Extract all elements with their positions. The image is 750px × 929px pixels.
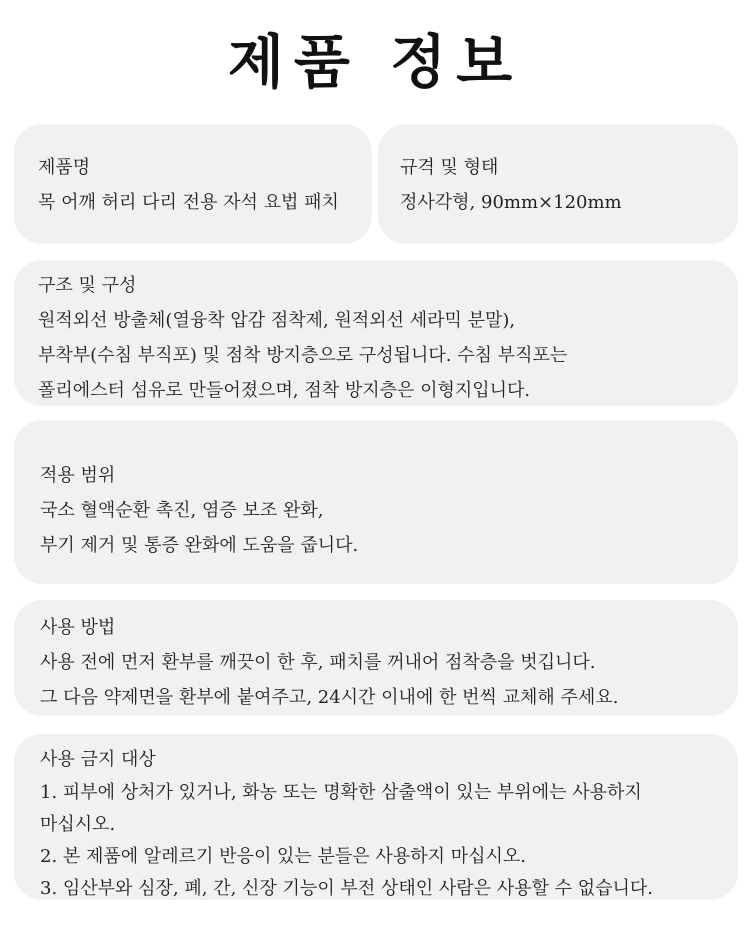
prohibited-line: 마십시오. [40,814,116,835]
usage-line: 사용 전에 먼저 환부를 깨끗이 한 후, 패치를 꺼내어 점착층을 벗깁니다. [40,652,596,673]
prohibited-line: 3. 임산부와 심장, 폐, 간, 신장 기능이 부전 상태인 사람은 사용할 수 없습니다. [40,878,653,899]
product-name-heading: 제품명 [38,157,91,178]
prohibited-heading: 사용 금지 대상 [40,749,156,770]
product-name-card [14,124,372,244]
spec-heading: 규격 및 형태 [400,157,499,178]
spec-card [378,124,738,244]
structure-line: 원적외선 방출체(열융착 압감 점착제, 원적외선 세라믹 분말), [38,310,516,331]
usage-card [14,600,738,716]
structure-heading: 구조 및 구성 [38,275,137,296]
prohibited-line: 2. 본 제품에 알레르기 반응이 있는 분들은 사용하지 마십시오. [40,846,526,867]
prohibited-line: 1. 피부에 상처가 있거나, 화농 또는 명확한 삼출액이 있는 부위에는 사용하지 [40,782,642,803]
scope-card [14,420,738,584]
usage-line: 그 다음 약제면을 환부에 붙여주고, 24시간 이내에 한 번씩 교체해 주세요. [40,687,619,708]
product-name-value: 목 어깨 허리 다리 전용 자석 요법 패치 [38,192,339,213]
prohibited-card [14,734,738,900]
usage-heading: 사용 방법 [40,617,116,638]
page-title: 제품 정보 [227,28,523,96]
spec-value: 정사각형, 90mm×120mm [400,192,622,213]
structure-line: 폴리에스터 섬유로 만들어졌으며, 점착 방지층은 이형지입니다. [38,380,531,401]
scope-heading: 적용 범위 [40,465,116,486]
scope-line: 국소 혈액순환 촉진, 염증 보조 완화, [40,500,324,521]
scope-line: 부기 제거 및 통증 완화에 도움을 줍니다. [40,535,359,556]
structure-card [14,260,738,406]
structure-line: 부착부(수침 부직포) 및 점착 방지층으로 구성됩니다. 수침 부직포는 [38,345,568,366]
